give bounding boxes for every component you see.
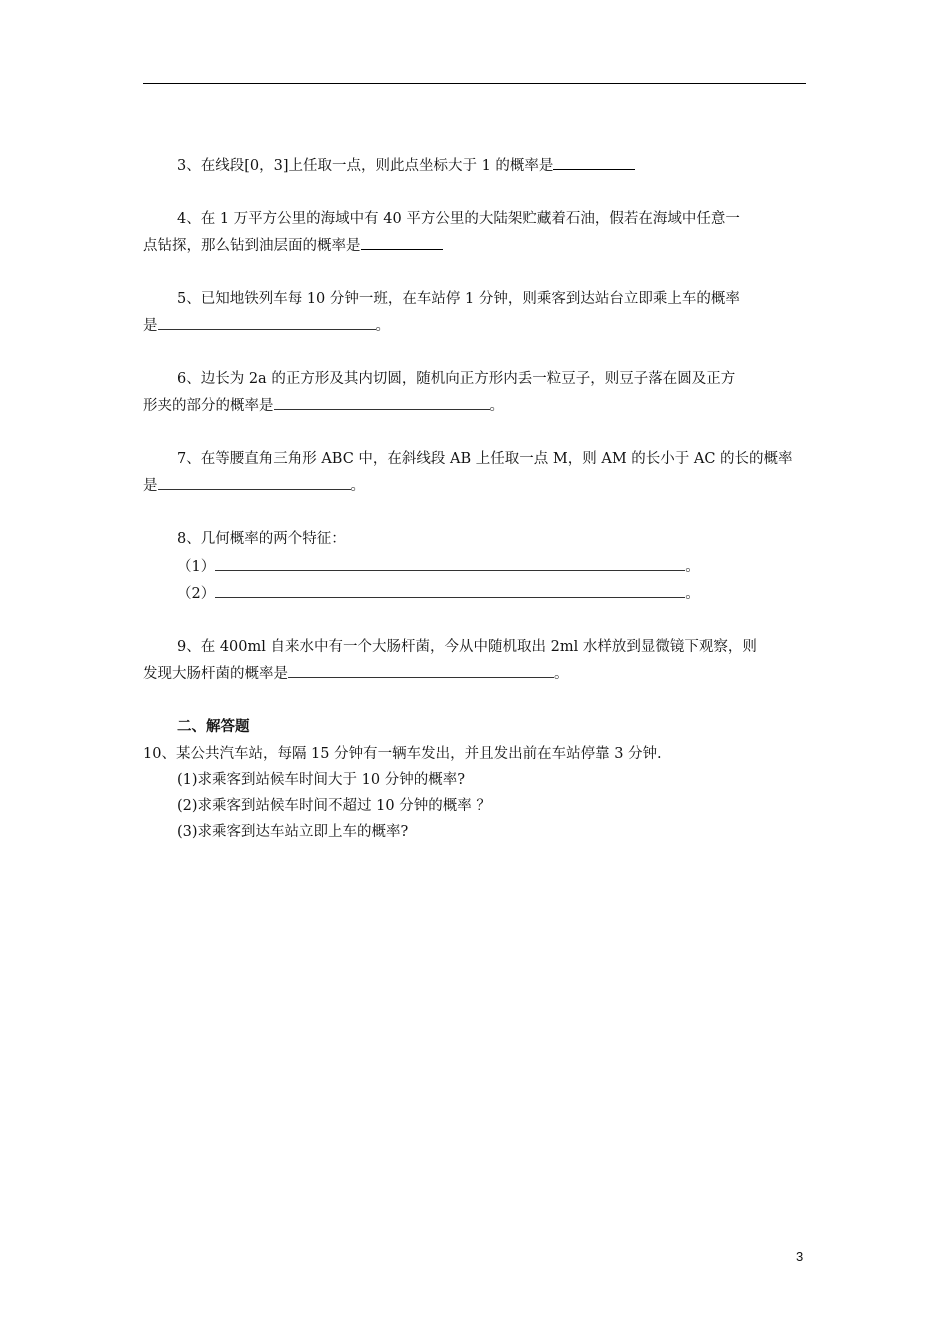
- answer-blank: [158, 316, 376, 330]
- answer-blank: [553, 156, 635, 170]
- question-4-line2: [143, 236, 443, 255]
- question-6-suffix: 。: [489, 398, 504, 414]
- answer-blank: [158, 476, 351, 490]
- question-10-sub-1: (1)求乘客到站候车时间大于 10 分钟的概率?: [177, 772, 465, 788]
- section-heading: 二、解答题: [177, 719, 250, 735]
- item-2-prefix: （2）: [177, 586, 216, 602]
- answer-blank: [274, 396, 490, 410]
- item-1-suffix: 。: [685, 559, 700, 575]
- question-8-item-1: [177, 557, 700, 576]
- header-rule: [143, 83, 806, 84]
- question-7-line1: 7、在等腰直角三角形 ABC 中，在斜线段 AB 上任取一点 M，则 AM 的长小于 AC 的长的概率: [177, 451, 793, 467]
- question-8-line1: 8、几何概率的两个特征：: [177, 531, 346, 547]
- question-9-line1: 9、在 400ml 自来水中有一个大肠杆菌，今从中随机取出 2ml 水样放到显微镜下观察，则: [177, 639, 757, 655]
- question-5-suffix: 。: [375, 318, 390, 334]
- question-5-line2: [143, 316, 390, 335]
- question-10-sub-2: (2)求乘客到站候车时间不超过 10 分钟的概率 ？: [177, 798, 491, 814]
- question-8-item-2: [177, 584, 700, 603]
- question-7-suffix: 。: [350, 478, 365, 494]
- question-10-stem: 10、某公共汽车站，每隔 15 分钟有一辆车发出，并且发出前在车站停靠 3 分钟.: [143, 746, 662, 762]
- answer-blank: [288, 664, 554, 678]
- question-3: [177, 156, 635, 175]
- item-1-prefix: （1）: [177, 559, 216, 575]
- question-6-prefix: 形夹的部分的概率是: [143, 398, 274, 414]
- question-6-line2: [143, 396, 504, 415]
- question-4-line1: 4、在 1 万平方公里的海域中有 40 平方公里的大陆架贮藏着石油，假若在海域中任意一: [177, 211, 740, 227]
- question-5-line1: 5、已知地铁列车每 10 分钟一班，在车站停 1 分钟，则乘客到达站台立即乘上车的概率: [177, 291, 740, 307]
- question-10-sub-3: (3)求乘客到达车站立即上车的概率?: [177, 824, 409, 840]
- question-5-prefix: 是: [143, 318, 158, 334]
- question-9-prefix: 发现大肠杆菌的概率是: [143, 666, 288, 682]
- question-9-line2: [143, 664, 569, 683]
- answer-blank: [215, 557, 685, 571]
- question-9-suffix: 。: [554, 666, 569, 682]
- question-7-prefix: 是: [143, 478, 158, 494]
- item-2-suffix: 。: [685, 586, 700, 602]
- question-6-line1: 6、边长为 2a 的正方形及其内切圆，随机向正方形内丢一粒豆子，则豆子落在圆及正方: [177, 371, 736, 387]
- question-3-text: 3、在线段[0，3]上任取一点，则此点坐标大于 1 的概率是: [177, 158, 554, 174]
- answer-blank: [361, 236, 443, 250]
- answer-blank: [215, 584, 685, 598]
- page-number: 3: [796, 1249, 804, 1264]
- question-7-line2: [143, 476, 365, 495]
- question-4-text: 点钻探，那么钻到油层面的概率是: [143, 238, 361, 254]
